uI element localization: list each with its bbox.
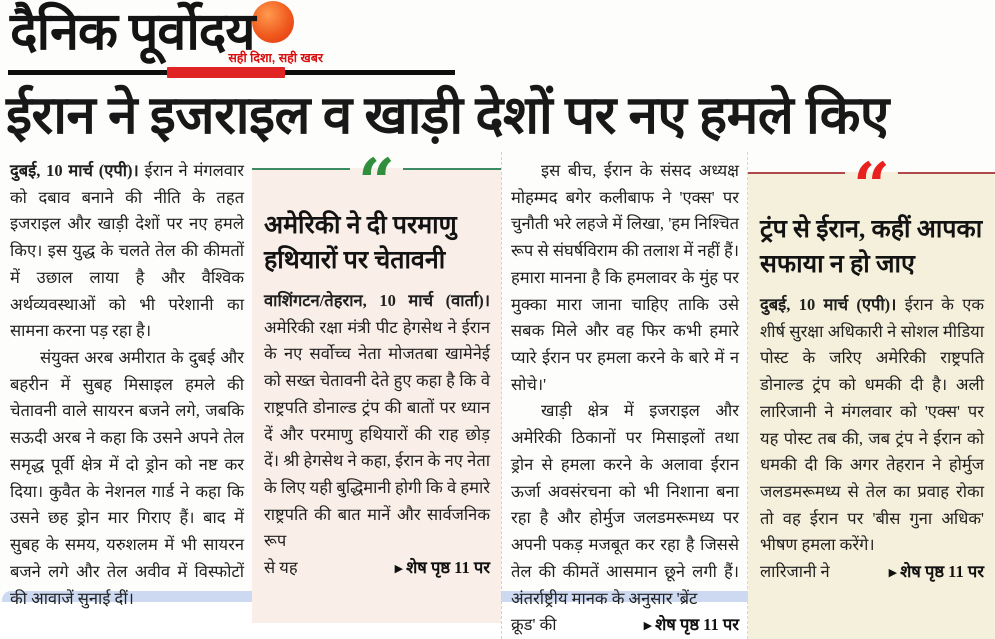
quote-rule: “ <box>748 156 995 190</box>
body-text: से यह <box>264 558 298 578</box>
story-column-2 <box>252 145 501 639</box>
continuation-arrow-icon: ▶ <box>888 567 898 580</box>
continuation-marker: ▶ शेष पृष्ठ 11 पर <box>643 615 739 635</box>
masthead-badge <box>167 67 285 78</box>
dateline: वाशिंगटन/तेहरान, 10 मार्च (वार्ता)। <box>264 291 490 310</box>
paragraph <box>760 292 984 559</box>
body-text: अमेरिकी रक्षा मंत्री पीट हेगसेथ ने ईरान के नए सर्वोच्च नेता मोजतबा खामेनेई को सख्त चेतावनी देते हुए कहा है कि वे राष्ट्रपति डोनाल्ड ट्रंप की बातों पर ध्यान दें और परमाणु हथियारों की राह छोड़ दें। श्री हेगसेथ ने कहा, ईरान के नए नेता के लिए यही बुद्धिमानी होगी कि वे हमारे राष्ट्रपति की बात मानें और सार्वजनिक रूप <box>264 317 490 551</box>
continuation-marker: ▶ शेष पृष्ठ 11 पर <box>888 562 984 582</box>
quote-rule: “ <box>252 152 501 186</box>
story-column-3 <box>501 152 748 639</box>
continuation-arrow-icon: ▶ <box>394 563 404 576</box>
continuation-arrow-icon: ▶ <box>643 620 653 633</box>
body-text: क्रूड' की <box>511 615 557 635</box>
paragraph <box>10 158 244 345</box>
newspaper-logo: दैनिक पूर्वोदय <box>10 4 255 61</box>
body-text: लारिजानी ने <box>760 562 830 582</box>
continuation-line <box>760 559 984 586</box>
paragraph: इस बीच, ईरान के संसद अध्यक्ष मोहम्मद बगेर कलीबाफ ने 'एक्स' पर चुनौती भरे लहजे में लिखा, 'हम निश्चित रूप से संघर्षविराम की तलाश में नहीं हैं। हमारा मानना है कि हमलावर के मुंह पर मुक्का मारा जाना चाहिए ताकि उसे सबक मिले और वह फिर कभी हमारे प्यारे ईरान पर हमला करने के बारे में न सोचे।' <box>511 161 739 394</box>
paragraph <box>264 288 490 555</box>
box-headline: अमेरिकी ने दी परमाणु हथियारों पर चेतावनी <box>264 212 457 274</box>
dateline: दुबई, 10 मार्च (एपी)। <box>10 161 139 180</box>
continuation-line <box>511 612 739 639</box>
highlight-box-trump-iran <box>748 149 995 639</box>
body-text: ईरान के एक शीर्ष सुरक्षा अधिकारी ने सोशल मीडिया पोस्ट के जरिए अमेरिकी राष्ट्रपति डोनाल्ड ट्रंप को धमकी दी है। अली लारिजानी ने मंगलवार को 'एक्स' पर यह पोस्ट तब की, जब ट्रंप ने ईरान को धमकी दी कि अगर तेहरान ने होर्मुज जलडमरूमध्य से तेल का प्रवाह रोका तो वह ईरान पर 'बीस गुना अधिक' भीषण हमला करेंगे। <box>760 295 985 555</box>
paragraph: संयुक्त अरब अमीरात के दुबई और बहरीन में सुबह मिसाइल हमले की चेतावनी वाले सायरन बजने लगे, जबकि सऊदी अरब ने कहा कि उसने अपने तेल समृद्ध पूर्वी क्षेत्र में दो ड्रोन को नष्ट कर दिया। कुवैत के नेशनल गार्ड ने कहा कि उसने छह ड्रोन मार गिराए हैं। बाद में सुबह के समय, यरुशलम में भी सायरन बजने लगे और तेल अवीव में विस्फोटों की आवाजें सुनाई दीं। <box>10 348 244 608</box>
continuation-marker: ▶ शेष पृष्ठ 11 पर <box>394 558 490 578</box>
story-columns <box>0 145 995 635</box>
main-headline: ईरान ने इजराइल व खाड़ी देशों पर नए हमले किए <box>6 87 889 145</box>
body-text: ईरान ने मंगलवार को दबाव बनाने की नीति के तहत इजराइल और खाड़ी देशों पर नए हमले किए। इस युद्ध के चलते तेल की कीमतों में उछाल लाया है और वैश्विक अर्थव्यवस्थाओं को भी परेशानी का सामना करना पड़ रहा है। <box>10 161 244 341</box>
logo-accent-circle <box>252 1 294 43</box>
masthead-tagline: सही दिशा, सही खबर <box>228 51 323 65</box>
highlight-box-us-warning <box>252 145 501 623</box>
box-headline: ट्रंप से ईरान, कहीं आपका सफाया न हो जाए <box>760 216 983 278</box>
story-column-4 <box>748 149 995 639</box>
paragraph: खाड़ी क्षेत्र में इजराइल और अमेरिकी ठिकानों पर मिसाइलों तथा ड्रोन से हमला करने के अलावा ईरान ऊर्जा अवसंरचना को भी निशाना बना रहा है और होर्मुज जलडमरूमध्य पर अपनी पकड़ मजबूत कर रहा है जिससे तेल की कीमतें आसमान छूने लगी हैं। अंतर्राष्ट्रीय मानक के अनुसार 'ब्रेंट <box>511 401 739 608</box>
story-column-1 <box>0 152 252 639</box>
masthead <box>0 0 995 84</box>
dateline: दुबई, 10 मार्च (एपी)। <box>760 295 897 314</box>
continuation-line <box>264 555 490 582</box>
